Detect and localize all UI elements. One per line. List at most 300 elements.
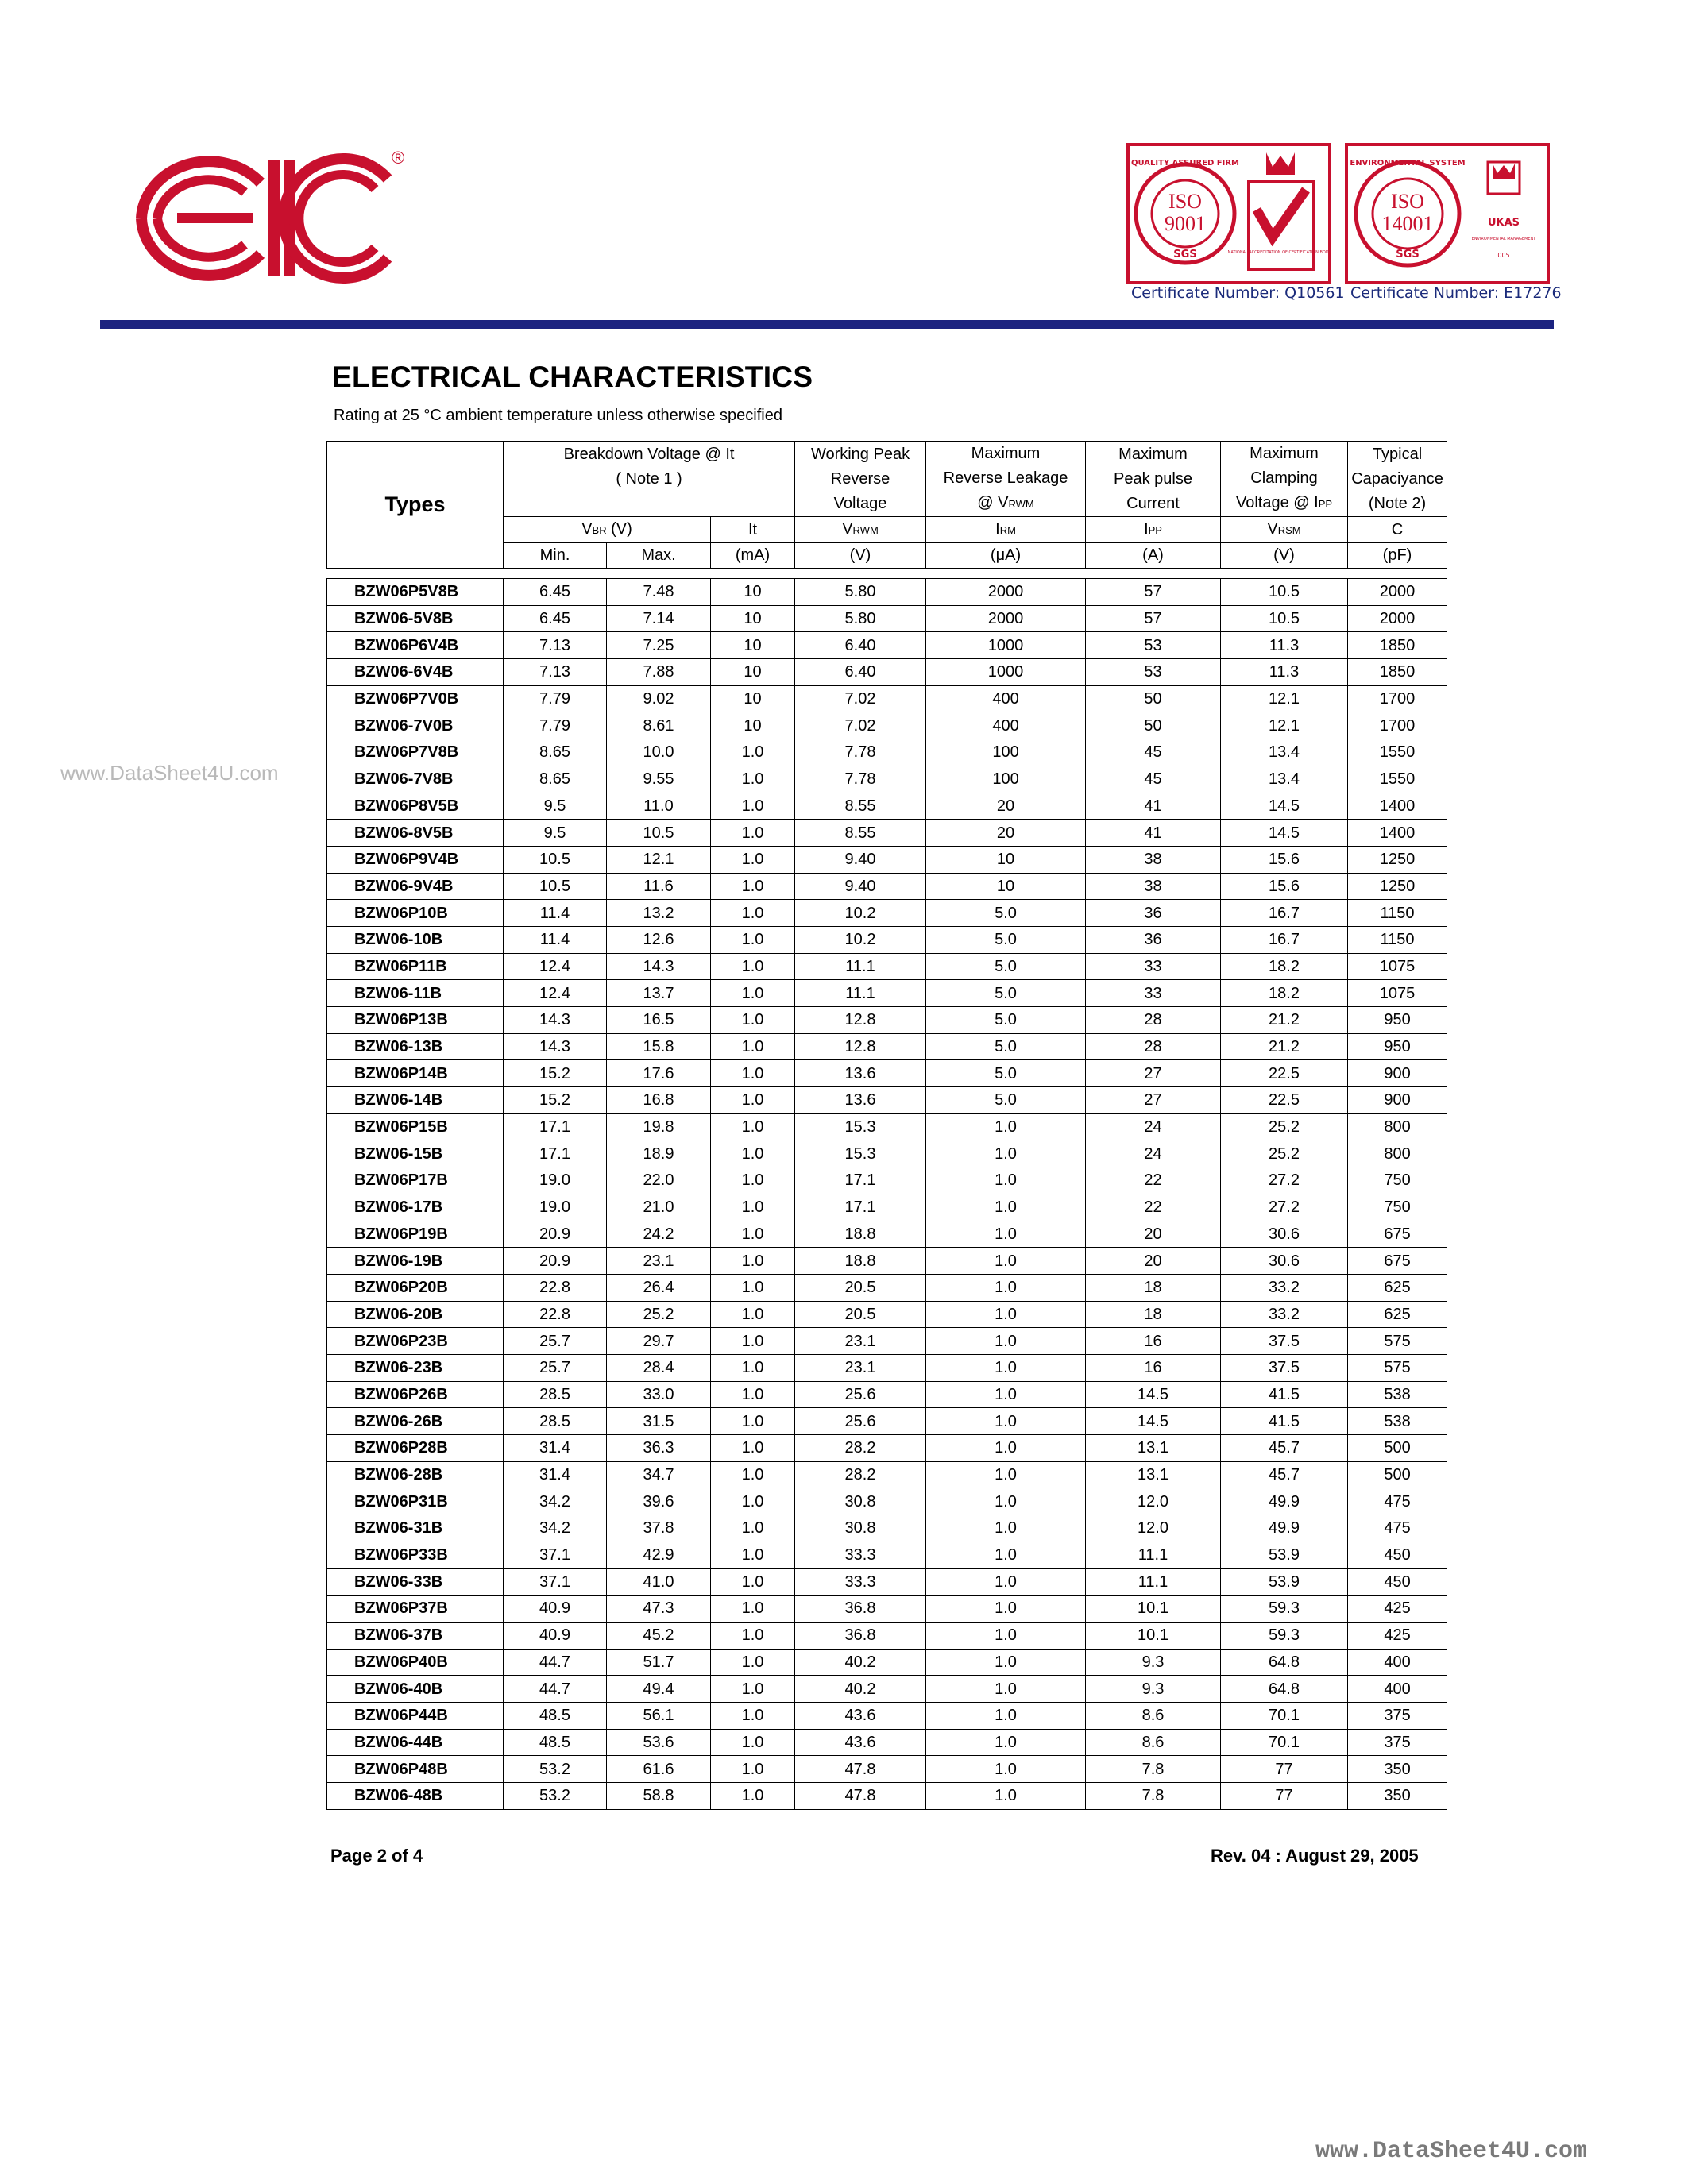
value-cell: 13.2 [607, 900, 711, 927]
value-cell: 10.5 [1221, 605, 1348, 632]
value-cell: 37.5 [1221, 1354, 1348, 1381]
value-cell: 28 [1086, 1007, 1221, 1034]
value-cell: 9.5 [504, 820, 607, 847]
value-cell: 64.8 [1221, 1676, 1348, 1703]
value-cell: 13.4 [1221, 739, 1348, 766]
value-cell: 31.4 [504, 1461, 607, 1488]
value-cell: 16.7 [1221, 926, 1348, 953]
value-cell: 15.8 [607, 1033, 711, 1060]
value-cell: 7.8 [1086, 1756, 1221, 1783]
value-cell: 1400 [1348, 793, 1447, 820]
value-cell: 450 [1348, 1542, 1447, 1569]
value-cell: 7.88 [607, 659, 711, 686]
value-cell: 5.80 [795, 579, 926, 606]
value-cell: 28.5 [504, 1381, 607, 1408]
value-cell: 50 [1086, 712, 1221, 739]
col-vrwm: Working Peak Reverse Voltage [795, 442, 926, 517]
value-cell: 17.6 [607, 1060, 711, 1087]
value-cell: 1.0 [926, 1354, 1086, 1381]
value-cell: 31.4 [504, 1435, 607, 1462]
page-number: Page 2 of 4 [330, 1846, 423, 1866]
table-row [327, 1140, 1447, 1167]
svg-text:005: 005 [1497, 252, 1510, 259]
value-cell: 400 [926, 685, 1086, 712]
device-type-cell: BZW06-15B [327, 1140, 504, 1167]
value-cell: 22.5 [1221, 1060, 1348, 1087]
value-cell: 53.9 [1221, 1569, 1348, 1596]
svg-text:SGS: SGS [1173, 249, 1197, 260]
value-cell: 1.0 [711, 1060, 795, 1087]
value-cell: 7.78 [795, 739, 926, 766]
device-type-cell: BZW06-5V8B [327, 605, 504, 632]
value-cell: 47.3 [607, 1596, 711, 1623]
value-cell: 18 [1086, 1274, 1221, 1301]
table-row [327, 1167, 1447, 1194]
device-type-cell: BZW06P10B [327, 900, 504, 927]
value-cell: 8.6 [1086, 1702, 1221, 1729]
value-cell: 1.0 [926, 1435, 1086, 1462]
svg-text:ISO: ISO [1391, 190, 1424, 213]
value-cell: 1.0 [711, 846, 795, 873]
value-cell: 13.1 [1086, 1461, 1221, 1488]
value-cell: 1.0 [926, 1221, 1086, 1248]
value-cell: 28.2 [795, 1435, 926, 1462]
value-cell: 400 [1348, 1676, 1447, 1703]
vrwm-symbol: VRWM [795, 517, 926, 543]
device-type-cell: BZW06P37B [327, 1596, 504, 1623]
device-type-cell: BZW06-20B [327, 1301, 504, 1328]
value-cell: 1.0 [926, 1488, 1086, 1515]
table-body [327, 569, 1447, 1810]
value-cell: 12.0 [1086, 1515, 1221, 1542]
value-cell: 1.0 [926, 1248, 1086, 1275]
table-row [327, 1087, 1447, 1114]
device-type-cell: BZW06-7V8B [327, 766, 504, 793]
value-cell: 1.0 [711, 1007, 795, 1034]
value-cell: 34.2 [504, 1515, 607, 1542]
eic-logo [133, 143, 419, 294]
value-cell: 1.0 [711, 1622, 795, 1649]
value-cell: 18.8 [795, 1248, 926, 1275]
value-cell: 20 [926, 820, 1086, 847]
value-cell: 20.9 [504, 1221, 607, 1248]
device-type-cell: BZW06-8V5B [327, 820, 504, 847]
value-cell: 1.0 [711, 1461, 795, 1488]
watermark-left[interactable]: www.DataSheet4U.com [60, 761, 279, 785]
value-cell: 36.3 [607, 1435, 711, 1462]
value-cell: 100 [926, 739, 1086, 766]
page-title: ELECTRICAL CHARACTERISTICS [332, 361, 813, 393]
value-cell: 1.0 [926, 1140, 1086, 1167]
value-cell: 7.14 [607, 605, 711, 632]
ipp-symbol: IPP [1086, 517, 1221, 543]
value-cell: 1.0 [711, 1167, 795, 1194]
value-cell: 20 [1086, 1221, 1221, 1248]
value-cell: 47.8 [795, 1756, 926, 1783]
value-cell: 56.1 [607, 1702, 711, 1729]
value-cell: 36 [1086, 900, 1221, 927]
device-type-cell: BZW06-10B [327, 926, 504, 953]
value-cell: 1.0 [711, 900, 795, 927]
value-cell: 375 [1348, 1729, 1447, 1756]
device-type-cell: BZW06-14B [327, 1087, 504, 1114]
watermark-bottom[interactable]: www.DataSheet4U.com [1315, 2138, 1588, 2165]
value-cell: 13.1 [1086, 1435, 1221, 1462]
value-cell: 1.0 [711, 1274, 795, 1301]
value-cell: 24 [1086, 1113, 1221, 1140]
value-cell: 1.0 [926, 1408, 1086, 1435]
table-row [327, 820, 1447, 847]
value-cell: 11.4 [504, 900, 607, 927]
value-cell: 1.0 [926, 1194, 1086, 1221]
table-row [327, 1354, 1447, 1381]
value-cell: 28.2 [795, 1461, 926, 1488]
value-cell: 350 [1348, 1782, 1447, 1809]
table-row [327, 1328, 1447, 1355]
value-cell: 1.0 [711, 1782, 795, 1809]
value-cell: 10 [711, 659, 795, 686]
value-cell: 1.0 [926, 1569, 1086, 1596]
value-cell: 77 [1221, 1756, 1348, 1783]
registered-mark: ® [392, 148, 405, 168]
value-cell: 625 [1348, 1274, 1447, 1301]
value-cell: 7.79 [504, 712, 607, 739]
value-cell: 53 [1086, 659, 1221, 686]
device-type-cell: BZW06-26B [327, 1408, 504, 1435]
value-cell: 21.0 [607, 1194, 711, 1221]
value-cell: 23.1 [795, 1354, 926, 1381]
device-type-cell: BZW06-19B [327, 1248, 504, 1275]
value-cell: 8.55 [795, 820, 926, 847]
col-types: Types [327, 442, 504, 569]
value-cell: 1.0 [711, 1515, 795, 1542]
value-cell: 1.0 [711, 1488, 795, 1515]
value-cell: 15.6 [1221, 846, 1348, 873]
iso-9001-badge [1126, 143, 1331, 284]
table-row [327, 1676, 1447, 1703]
value-cell: 9.55 [607, 766, 711, 793]
value-cell: 350 [1348, 1756, 1447, 1783]
device-type-cell: BZW06P13B [327, 1007, 504, 1034]
value-cell: 13.7 [607, 980, 711, 1007]
device-type-cell: BZW06P26B [327, 1381, 504, 1408]
value-cell: 538 [1348, 1408, 1447, 1435]
device-type-cell: BZW06-17B [327, 1194, 504, 1221]
value-cell: 59.3 [1221, 1596, 1348, 1623]
svg-text:NATIONAL ACCREDITATION OF CERT: NATIONAL ACCREDITATION OF CERTIFICATION BODIES [1227, 250, 1328, 255]
value-cell: 1.0 [711, 820, 795, 847]
device-type-cell: BZW06-11B [327, 980, 504, 1007]
value-cell: 18.2 [1221, 953, 1348, 980]
value-cell: 61.6 [607, 1756, 711, 1783]
value-cell: 1.0 [711, 1354, 795, 1381]
value-cell: 21.2 [1221, 1033, 1348, 1060]
value-cell: 1150 [1348, 900, 1447, 927]
value-cell: 2000 [1348, 579, 1447, 606]
value-cell: 5.80 [795, 605, 926, 632]
table-row [327, 1461, 1447, 1488]
value-cell: 10 [711, 605, 795, 632]
value-cell: 41 [1086, 793, 1221, 820]
electrical-characteristics-table [326, 441, 1447, 1810]
value-cell: 1700 [1348, 685, 1447, 712]
value-cell: 1400 [1348, 820, 1447, 847]
value-cell: 1075 [1348, 953, 1447, 980]
value-cell: 1550 [1348, 739, 1447, 766]
value-cell: 11.1 [795, 953, 926, 980]
value-cell: 45 [1086, 766, 1221, 793]
value-cell: 44.7 [504, 1649, 607, 1676]
value-cell: 1.0 [926, 1461, 1086, 1488]
device-type-cell: BZW06P31B [327, 1488, 504, 1515]
device-type-cell: BZW06P17B [327, 1167, 504, 1194]
value-cell: 11.1 [795, 980, 926, 1007]
table-row [327, 1542, 1447, 1569]
value-cell: 10 [926, 846, 1086, 873]
value-cell: 11.4 [504, 926, 607, 953]
value-cell: 11.3 [1221, 632, 1348, 659]
value-cell: 23.1 [795, 1328, 926, 1355]
value-cell: 1.0 [711, 1596, 795, 1623]
device-type-cell: BZW06-28B [327, 1461, 504, 1488]
value-cell: 13.4 [1221, 766, 1348, 793]
value-cell: 49.9 [1221, 1488, 1348, 1515]
value-cell: 28.4 [607, 1354, 711, 1381]
value-cell: 575 [1348, 1328, 1447, 1355]
device-type-cell: BZW06P7V0B [327, 685, 504, 712]
vrsm-symbol: VRSM [1221, 517, 1348, 543]
value-cell: 27.2 [1221, 1194, 1348, 1221]
value-cell: 40.9 [504, 1622, 607, 1649]
value-cell: 48.5 [504, 1702, 607, 1729]
table-row [327, 1702, 1447, 1729]
table-row [327, 793, 1447, 820]
value-cell: 8.61 [607, 712, 711, 739]
device-type-cell: BZW06P11B [327, 953, 504, 980]
value-cell: 625 [1348, 1301, 1447, 1328]
value-cell: 1075 [1348, 980, 1447, 1007]
max-label: Max. [607, 543, 711, 569]
table-row [327, 1782, 1447, 1809]
value-cell: 11.6 [607, 873, 711, 900]
value-cell: 53.2 [504, 1782, 607, 1809]
value-cell: 40.2 [795, 1649, 926, 1676]
value-cell: 12.8 [795, 1007, 926, 1034]
value-cell: 1.0 [926, 1756, 1086, 1783]
value-cell: 1550 [1348, 766, 1447, 793]
value-cell: 5.0 [926, 980, 1086, 1007]
device-type-cell: BZW06P44B [327, 1702, 504, 1729]
value-cell: 34.2 [504, 1488, 607, 1515]
value-cell: 29.7 [607, 1328, 711, 1355]
table-row [327, 1381, 1447, 1408]
value-cell: 1.0 [711, 980, 795, 1007]
value-cell: 1.0 [711, 1113, 795, 1140]
value-cell: 9.3 [1086, 1676, 1221, 1703]
cap-symbol: C [1348, 517, 1447, 543]
value-cell: 38 [1086, 846, 1221, 873]
value-cell: 23.1 [607, 1248, 711, 1275]
table-row [327, 579, 1447, 606]
value-cell: 58.8 [607, 1782, 711, 1809]
value-cell: 20 [1086, 1248, 1221, 1275]
value-cell: 12.4 [504, 980, 607, 1007]
value-cell: 7.02 [795, 712, 926, 739]
svg-text:ENVIRONMENTAL SYSTEM: ENVIRONMENTAL SYSTEM [1350, 159, 1466, 168]
vbr-symbol: VBR (V) [504, 517, 711, 543]
value-cell: 1.0 [711, 1569, 795, 1596]
value-cell: 7.02 [795, 685, 926, 712]
value-cell: 1.0 [711, 953, 795, 980]
value-cell: 16.7 [1221, 900, 1348, 927]
value-cell: 9.02 [607, 685, 711, 712]
value-cell: 12.8 [795, 1033, 926, 1060]
value-cell: 5.0 [926, 1007, 1086, 1034]
value-cell: 675 [1348, 1221, 1447, 1248]
table-row [327, 659, 1447, 686]
col-vrsm: Maximum Clamping Voltage @ IPP [1221, 442, 1348, 517]
value-cell: 53.9 [1221, 1542, 1348, 1569]
value-cell: 7.78 [795, 766, 926, 793]
value-cell: 31.5 [607, 1408, 711, 1435]
value-cell: 10.0 [607, 739, 711, 766]
value-cell: 70.1 [1221, 1729, 1348, 1756]
table-row [327, 980, 1447, 1007]
value-cell: 10 [711, 579, 795, 606]
value-cell: 33.0 [607, 1381, 711, 1408]
value-cell: 10.2 [795, 926, 926, 953]
table-row [327, 846, 1447, 873]
table-row [327, 1408, 1447, 1435]
table-row [327, 1301, 1447, 1328]
table-row [327, 685, 1447, 712]
value-cell: 36 [1086, 926, 1221, 953]
value-cell: 49.4 [607, 1676, 711, 1703]
value-cell: 5.0 [926, 1060, 1086, 1087]
value-cell: 10.5 [504, 873, 607, 900]
value-cell: 5.0 [926, 1087, 1086, 1114]
table-row [327, 1060, 1447, 1087]
table-row [327, 712, 1447, 739]
value-cell: 1.0 [711, 1328, 795, 1355]
value-cell: 1.0 [711, 1087, 795, 1114]
value-cell: 1.0 [711, 1676, 795, 1703]
value-cell: 45 [1086, 739, 1221, 766]
table-row [327, 1515, 1447, 1542]
value-cell: 10 [711, 632, 795, 659]
device-type-cell: BZW06P48B [327, 1756, 504, 1783]
value-cell: 12.1 [1221, 685, 1348, 712]
value-cell: 6.45 [504, 605, 607, 632]
table-row [327, 1194, 1447, 1221]
value-cell: 6.45 [504, 579, 607, 606]
value-cell: 30.8 [795, 1488, 926, 1515]
value-cell: 25.2 [607, 1301, 711, 1328]
value-cell: 33 [1086, 953, 1221, 980]
value-cell: 49.9 [1221, 1515, 1348, 1542]
value-cell: 21.2 [1221, 1007, 1348, 1034]
device-type-cell: BZW06P15B [327, 1113, 504, 1140]
value-cell: 1.0 [926, 1381, 1086, 1408]
value-cell: 14.3 [504, 1033, 607, 1060]
value-cell: 17.1 [795, 1167, 926, 1194]
value-cell: 15.2 [504, 1087, 607, 1114]
device-type-cell: BZW06-31B [327, 1515, 504, 1542]
value-cell: 8.65 [504, 739, 607, 766]
value-cell: 15.6 [1221, 873, 1348, 900]
certificate-number-q10561: Certificate Number: Q10561 [1131, 284, 1345, 302]
value-cell: 36.8 [795, 1622, 926, 1649]
value-cell: 1.0 [926, 1515, 1086, 1542]
table-row [327, 1248, 1447, 1275]
value-cell: 7.13 [504, 659, 607, 686]
value-cell: 1.0 [711, 1756, 795, 1783]
it-unit: (mA) [711, 543, 795, 569]
value-cell: 12.4 [504, 953, 607, 980]
value-cell: 13.6 [795, 1060, 926, 1087]
table-row [327, 1488, 1447, 1515]
value-cell: 33.3 [795, 1569, 926, 1596]
svg-text:QUALITY ASSURED FIRM: QUALITY ASSURED FIRM [1130, 159, 1240, 168]
value-cell: 27 [1086, 1087, 1221, 1114]
value-cell: 1.0 [926, 1649, 1086, 1676]
table-row [327, 1756, 1447, 1783]
value-cell: 1.0 [711, 926, 795, 953]
table-row [327, 926, 1447, 953]
value-cell: 100 [926, 766, 1086, 793]
value-cell: 20.5 [795, 1274, 926, 1301]
value-cell: 22.5 [1221, 1087, 1348, 1114]
value-cell: 900 [1348, 1087, 1447, 1114]
value-cell: 1.0 [926, 1542, 1086, 1569]
value-cell: 7.13 [504, 632, 607, 659]
value-cell: 33.2 [1221, 1301, 1348, 1328]
value-cell: 16 [1086, 1354, 1221, 1381]
revision-date: Rev. 04 : August 29, 2005 [1211, 1846, 1419, 1866]
device-type-cell: BZW06P23B [327, 1328, 504, 1355]
value-cell: 33.3 [795, 1542, 926, 1569]
value-cell: 30.6 [1221, 1248, 1348, 1275]
value-cell: 500 [1348, 1435, 1447, 1462]
cap-unit: (pF) [1348, 543, 1447, 569]
value-cell: 1250 [1348, 846, 1447, 873]
value-cell: 38 [1086, 873, 1221, 900]
value-cell: 400 [1348, 1649, 1447, 1676]
table-row [327, 632, 1447, 659]
device-type-cell: BZW06P33B [327, 1542, 504, 1569]
value-cell: 10 [711, 712, 795, 739]
value-cell: 1.0 [711, 1435, 795, 1462]
value-cell: 14.5 [1221, 793, 1348, 820]
value-cell: 28.5 [504, 1408, 607, 1435]
value-cell: 24.2 [607, 1221, 711, 1248]
device-type-cell: BZW06-33B [327, 1569, 504, 1596]
value-cell: 16 [1086, 1328, 1221, 1355]
value-cell: 53 [1086, 632, 1221, 659]
value-cell: 475 [1348, 1488, 1447, 1515]
value-cell: 675 [1348, 1248, 1447, 1275]
value-cell: 25.2 [1221, 1140, 1348, 1167]
value-cell: 12.6 [607, 926, 711, 953]
table-row [327, 1569, 1447, 1596]
value-cell: 1000 [926, 659, 1086, 686]
device-type-cell: BZW06P19B [327, 1221, 504, 1248]
value-cell: 53.2 [504, 1756, 607, 1783]
value-cell: 15.3 [795, 1140, 926, 1167]
value-cell: 375 [1348, 1702, 1447, 1729]
value-cell: 11.1 [1086, 1569, 1221, 1596]
value-cell: 800 [1348, 1140, 1447, 1167]
